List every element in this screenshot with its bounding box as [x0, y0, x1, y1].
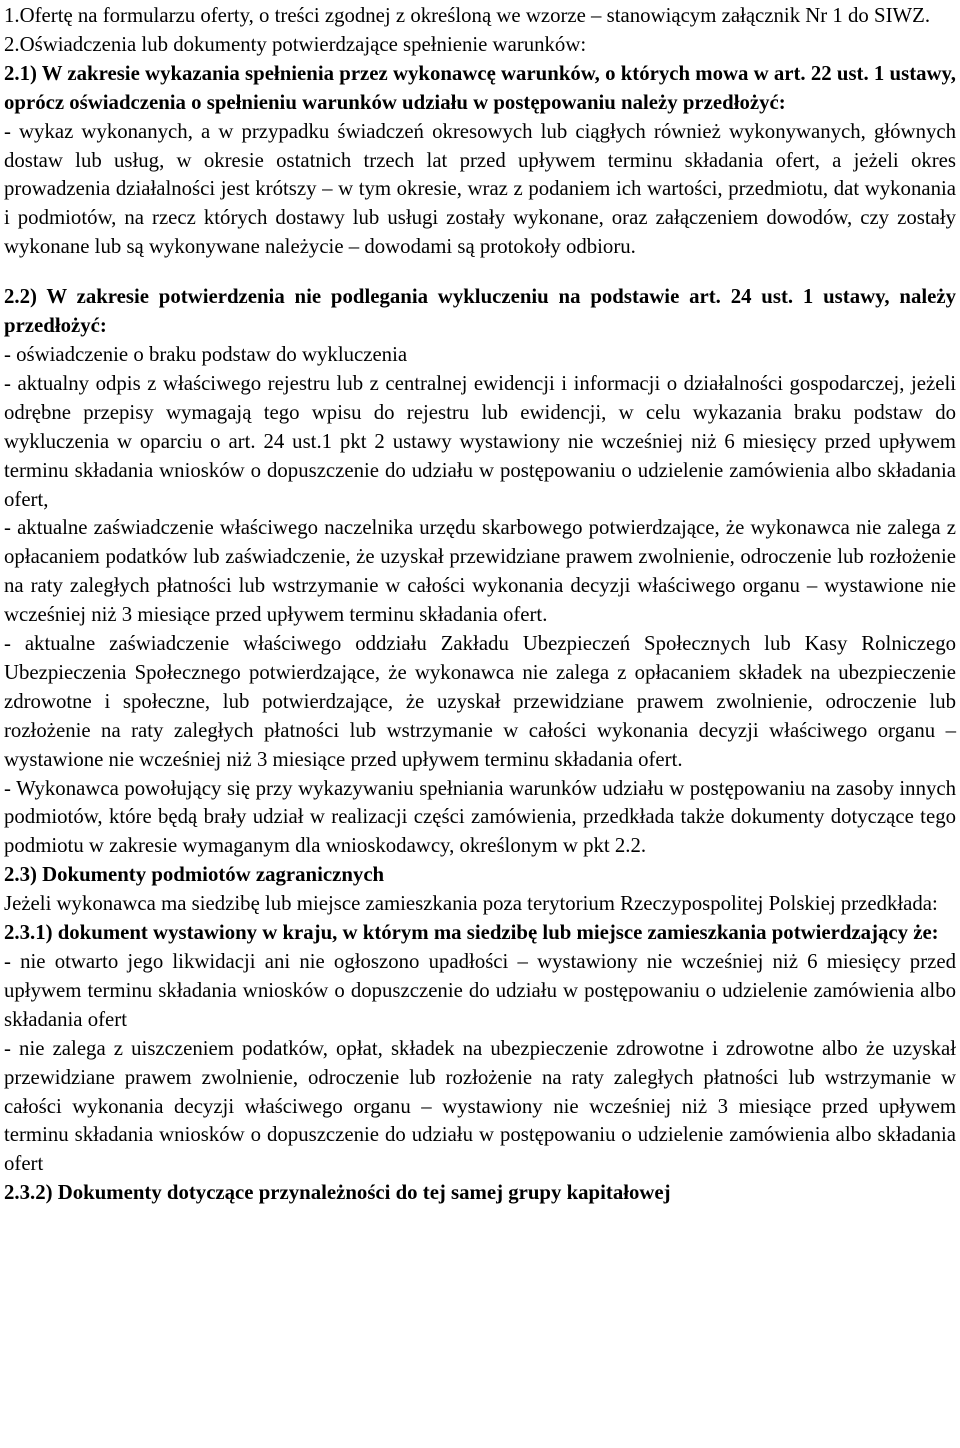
section-2-2-heading: [4, 283, 956, 341]
section-2-1-list-item: - wykaz wykonanych, a w przypadku świadczeń okresowych lub ciągłych również wykonywanych, głównych dostaw lub usług, w okresie ostatnich trzech lat przed upływem terminu składania ofert, a jeżeli okres prowadzenia działalności jest krótszy – w tym okresie, wraz z podaniem ich wartości, przedmiotu, dat wykonania i podmiotów, na rzecz których dostawy lub usługi zostały wykonane, oraz załączeniem dowodów, czy zostały wykonane lub są wykonywane należycie – dowodami są protokoły odbioru.: [4, 119, 956, 259]
item-2-statements: 2.Oświadczenia lub dokumenty potwierdzające spełnienie warunków:: [4, 32, 587, 56]
section-2-2-heading-rest: 1 ustawy, należy przedłożyć:: [4, 285, 956, 338]
section-2-2-list-item-2: - aktualny odpis z właściwego rejestru lub z centralnej ewidencji i informacji o działalności gospodarczej, jeżeli odrębne przepisy wymagają tego wpisu do rejestru lub ewidencji, w celu wykazania braku podstaw do wykluczenia w oparciu o art. 24 ust.1 pkt 2 ustawy wystawiony nie wcześniej niż 6 miesięcy przed upływem terminu składania wniosków o dopuszczenie do udziału w postępowaniu o udzielenie zamówienia albo składania ofert,: [4, 371, 956, 511]
document-page: [4, 2, 956, 1208]
section-2-1-heading-rest: 1 ustawy, oprócz oświadczenia o spełnieniu warunków udziału w postępowaniu należy przedłożyć:: [4, 61, 957, 114]
section-2-3-1-list-item-2: - nie zalega z uiszczeniem podatków, opłat, składek na ubezpieczenie zdrowotne i zdrowotne albo że uzyskał przewidziane prawem zwolnienie, odroczenie lub rozłożenie na raty zaległych płatności lub wstrzymanie w całości wykonania decyzji właściwego organu – wystawiony nie wcześniej niż 3 miesiące przed upływem terminu składania wniosków o dopuszczenie do udziału w postępowaniu o udzielenie zamówienia albo składania ofert: [4, 1036, 956, 1176]
section-2-3-2-heading: 2.3.2) Dokumenty dotyczące przynależności do tej samej grupy kapitałowej: [4, 1181, 671, 1205]
section-2-3-heading: 2.3) Dokumenty podmiotów zagranicznych: [4, 863, 385, 887]
section-2-2-list-item-5: - Wykonawca powołujący się przy wykazywaniu spełniania warunków udziału w postępowaniu na zasoby innych podmiotów, które będą brały udział w realizacji części zamówienia, przedkłada także dokumenty dotyczące tego podmiotu w zakresie wymaganym dla wnioskodawcy, określonym w pkt 2.2.: [4, 776, 956, 858]
section-2-1-heading: [4, 60, 956, 118]
section-2-3-intro: Jeżeli wykonawca ma siedzibę lub miejsce zamieszkania poza terytorium Rzeczypospolitej Polskiej przedkłada:: [4, 892, 938, 916]
section-2-2-heading-bold: 2.2) W zakresie potwierdzenia nie podlegania wykluczeniu na podstawie art. 24 ust.: [4, 285, 794, 309]
section-2-2-list-item-3: - aktualne zaświadczenie właściwego naczelnika urzędu skarbowego potwierdzające, że wykonawca nie zalega z opłacaniem podatków lub zaświadczenie, że uzyskał przewidziane prawem zwolnienie, odroczenie lub rozłożenie na raty zaległych płatności lub wstrzymanie w całości wykonania decyzji właściwego organu – wystawione nie wcześniej niż 3 miesiące przed upływem terminu składania ofert.: [4, 516, 956, 627]
section-2-3-1-list-item-1: - nie otwarto jego likwidacji ani nie ogłoszono upadłości – wystawiony nie wcześniej niż 6 miesięcy przed upływem terminu składania wniosków o dopuszczenie do udziału w postępowaniu o udzielenie zamówienia albo składania ofert: [4, 950, 956, 1031]
section-2-2-list-item-1: - oświadczenie o braku podstaw do wykluczenia: [4, 342, 408, 366]
item-1-offer-form: 1.Ofertę na formularzu oferty, o treści zgodnej z określoną we wzorze – stanowiącym załącznik Nr 1 do SIWZ.: [4, 4, 931, 27]
section-2-3-1-heading: 2.3.1) dokument wystawiony w kraju, w którym ma siedzibę lub miejsce zamieszkania potwierdzający że:: [4, 921, 939, 945]
section-2-1-heading-bold: 2.1) W zakresie wykazania spełnienia przez wykonawcę warunków, o których mowa w art. 22 ust.: [4, 61, 869, 85]
section-2-2-list-item-4: - aktualne zaświadczenie właściwego oddziału Zakładu Ubezpieczeń Społecznych lub Kasy Rolniczego Ubezpieczenia Społecznego potwierdzające, że wykonawca nie zalega z opłacaniem składek na ubezpieczenie zdrowotne i społeczne, lub potwierdzające, że uzyskał przewidziane prawem zwolnienie, odroczenie lub rozłożenie na raty zaległych płatności lub wstrzymanie w całości wykonania decyzji właściwego organu – wystawione nie wcześniej niż 3 miesiące przed upływem terminu składania ofert.: [4, 632, 956, 771]
